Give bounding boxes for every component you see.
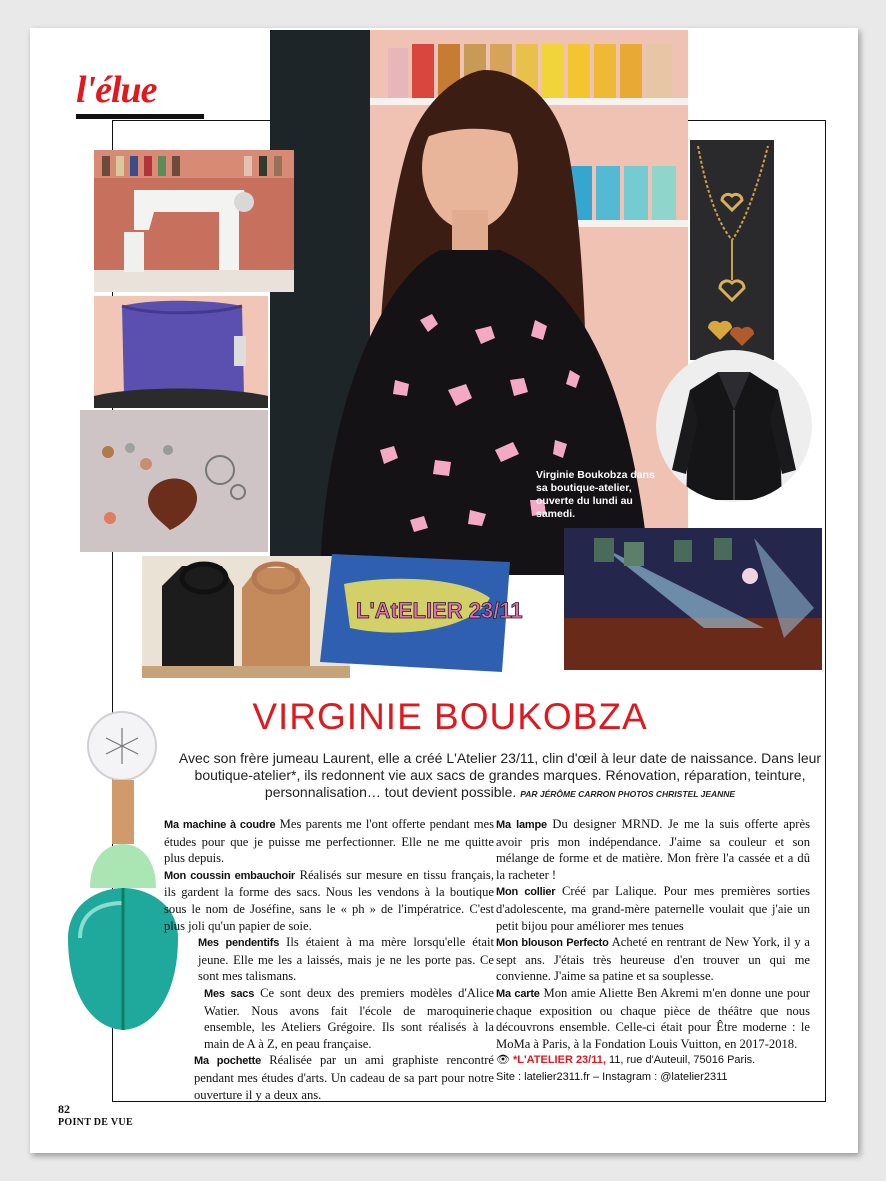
item-keyword: Mon collier [496, 886, 556, 899]
item-keyword: Ma pochette [194, 1055, 262, 1068]
item-text: Mon amie Aliette Ben Akremi m'en donne une pour chaque exposition ou chaque pièce de théâtre que nous découvrons ensemble. Celle-ci était pour Être moderne : le MoMa à Paris, à la Fondation Louis Vuitton, en 2017-2018. [496, 985, 810, 1051]
item-keyword: Mes pendentifs [198, 937, 280, 950]
item-cushion [164, 867, 494, 934]
item-keyword: Mes sacs [204, 987, 255, 1000]
clutch-print: L'AtELIER 23/11 [356, 598, 523, 623]
item-keyword: Ma carte [496, 987, 540, 1000]
address-block [496, 1052, 810, 1085]
intro-text: Avec son frère jumeau Laurent, elle a créé L'Atelier 23/11, clin d'œil à leur date de naissance. Dans leur boutique-atelier*, ils redonnent vie aux sacs de grandes marques. Rénovation, réparation, teinture, personnalisation… tout devient possible. [178, 750, 822, 800]
necklace-photo [690, 140, 774, 360]
article-title: VIRGINIE BOUKOBZA [252, 696, 648, 737]
item-card [496, 985, 810, 1052]
item-jacket [496, 934, 810, 985]
magazine-page [30, 28, 858, 1153]
item-text: Ils étaient à ma mère lorsqu'elle était jeune. Elle me les a laissés, mais je ne les porte pas. Ce sont mes talismans. [198, 935, 494, 984]
item-necklace [496, 883, 810, 934]
page-folio [58, 1103, 133, 1129]
eye-icon: 👁 [496, 1054, 510, 1067]
item-text: Ce sont deux des premiers modèles d'Alice Watier. Nous avons fait l'école de maroquinerie ensemble, les Ateliers Grégoire. Ils sont réalisés à la main de A à Z, en peau française. [204, 985, 494, 1051]
item-clutch [194, 1052, 494, 1103]
shop-street: 11, rue d'Auteuil, 75016 Paris. [608, 1054, 756, 1067]
item-keyword: Mon coussin embauchoir [164, 869, 296, 882]
article-credit: PAR JÉRÔME CARRON PHOTOS CHRISTEL JEANNE [520, 789, 736, 799]
shop-name: *L'ATELIER 23/11, [513, 1054, 606, 1067]
pendants-photo [80, 410, 268, 552]
item-keyword: Ma machine à coudre [164, 819, 276, 831]
item-text: Acheté en rentrant de New York, il y a sept ans. J'étais très heureuse d'en trouver un qui me convienne. J'aime sa patine et sa souplesse. [496, 935, 810, 984]
section-label: l'élue [76, 69, 157, 111]
item-text: Créé par Lalique. Pour mes premières sorties d'adolescente, ma grand-mère paternelle voulait que j'aie un petit bijou pour améliorer mes tenues [496, 884, 810, 933]
photo-caption: Virginie Boukobza dans sa boutique-atelier, ouverte du lundi au samedi. [536, 469, 655, 520]
left-column [164, 816, 494, 1103]
item-text: Réalisés sur mesure en tissu français, ils gardent la forme des sacs. Nous les vendons à la boutique sous le nom de Joséfine, sans le « ph » de l'impératrice. C'est plus joli qu'un papier de soie. [164, 867, 494, 933]
magazine-name: POINT DE VUE [58, 1117, 133, 1128]
item-text: Du designer MRND. Je me la suis offerte après avoir pris mon indépendance. J'aime sa couleur et son mélange de forme et de matière. Mon frère l'a cassée et a dû la racheter ! [496, 817, 810, 882]
item-keyword: Ma lampe [496, 819, 547, 831]
right-column [496, 816, 810, 1086]
item-keyword: Mon blouson Perfecto [496, 937, 609, 950]
jacket-photo [656, 350, 812, 502]
item-bags [204, 985, 494, 1052]
item-lamp [496, 816, 810, 883]
item-pendants [198, 934, 494, 985]
article-intro [170, 750, 830, 803]
sewing-machine-photo [94, 150, 294, 292]
section-label-underline [76, 114, 204, 119]
clutch-photo [314, 548, 534, 676]
shop-web: Site : latelier2311.fr – Instagram : @latelier2311 [496, 1070, 728, 1083]
item-text: Mes parents me l'ont offerte pendant mes études pour que je puisse me perfectionner. Elle ne me quitte plus depuis. [164, 817, 494, 866]
item-machine [164, 816, 494, 867]
item-text: Réalisée par un ami graphiste rencontré pendant mes études d'arts. Un cadeau de sa part pour notre ouverture il y a deux ans. [194, 1053, 495, 1102]
moma-card-photo [564, 528, 822, 670]
cushion-photo [94, 296, 268, 408]
page-number: 82 [58, 1102, 70, 1116]
